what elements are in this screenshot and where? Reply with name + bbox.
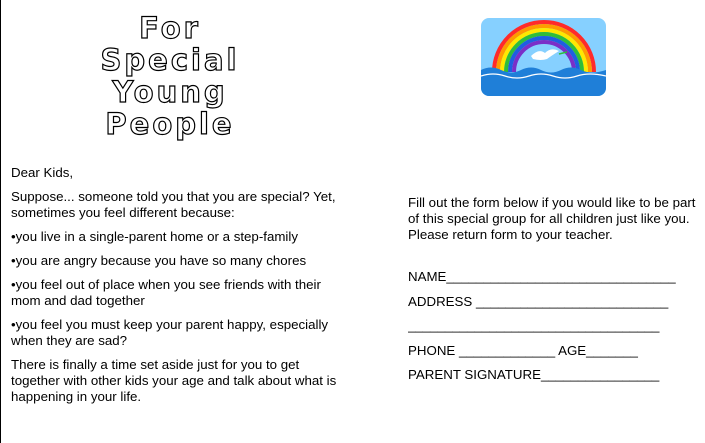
page-left-border [0, 0, 1, 443]
parent-signature-field[interactable]: PARENT SIGNATURE________________ [408, 367, 660, 382]
form-instructions: Fill out the form below if you would like to be part of this special group for all children just like you. Please return form to your teacher. [408, 195, 696, 242]
title-line-3: Young [112, 75, 228, 109]
title-line-2: Special [100, 43, 240, 77]
letter-bullet-4: •you feel you must keep your parent happy, especially when they are sad? [11, 317, 329, 348]
letter-body [11, 165, 341, 413]
page-title [20, 12, 320, 140]
letter-bullet-1: •you live in a single-parent home or a step-family [11, 229, 298, 244]
signup-form [408, 195, 704, 392]
address-field[interactable]: ADDRESS __________________________ [408, 293, 669, 309]
letter-closing: There is finally a time set aside just for you to get together with other kids your age and talk about what is happening in your life. [11, 357, 337, 404]
letter-greeting: Dear Kids, [11, 165, 74, 180]
name-field[interactable]: NAME_______________________________ [408, 269, 676, 284]
letter-bullet-3: •you feel out of place when you see friends with their mom and dad together [11, 277, 321, 308]
letter-bullet-2: •you are angry because you have so many chores [11, 253, 307, 268]
phone-age-field[interactable]: PHONE _____________ AGE_______ [408, 342, 638, 358]
rainbow-dove-icon [481, 18, 606, 96]
title-line-1: For [139, 11, 201, 45]
letter-intro: Suppose... someone told you that you are special? Yet, sometimes you feel different because: [11, 189, 336, 220]
address-field-line-2[interactable]: __________________________________ [408, 318, 660, 333]
title-line-4: People [105, 107, 235, 141]
